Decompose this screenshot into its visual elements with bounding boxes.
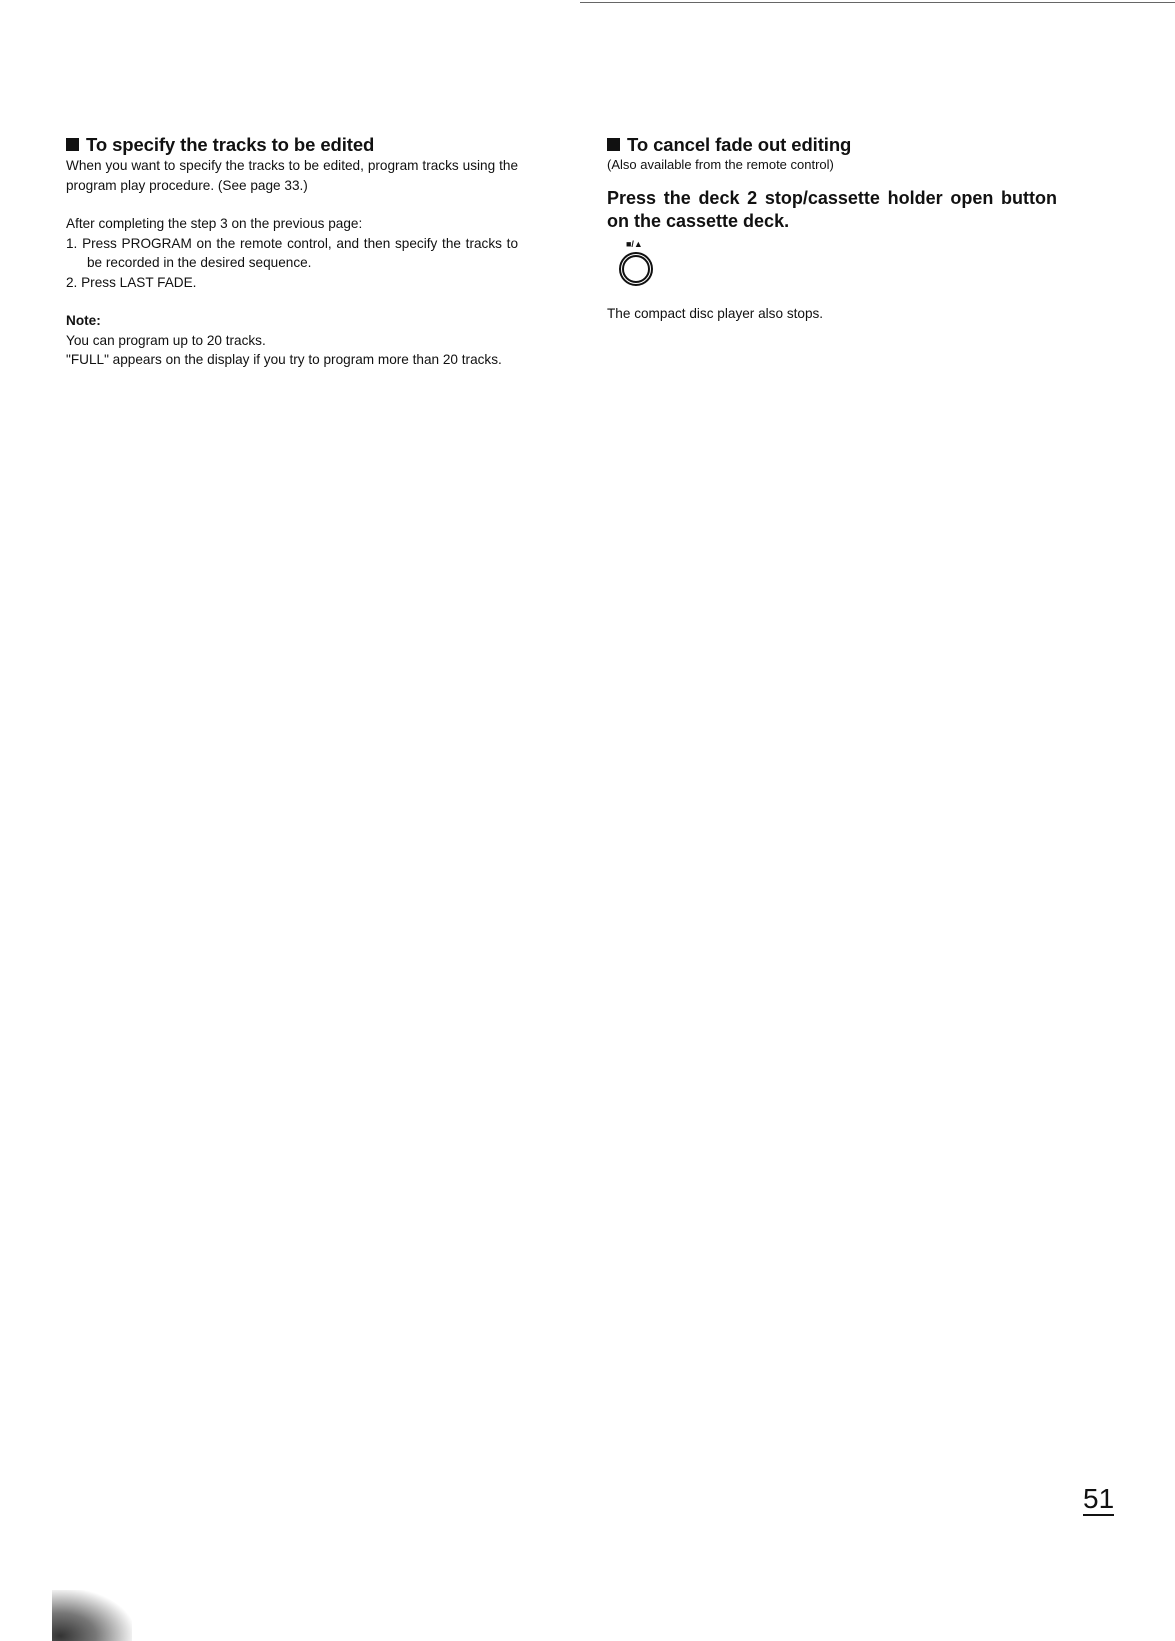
intro-text: When you want to specify the tracks to be edited, program tracks using the program play procedure. (See page 33.) — [66, 158, 518, 193]
bullet-square-icon — [66, 138, 79, 151]
scan-edge-line — [580, 2, 1175, 3]
subheading-text: (Also available from the remote control) — [607, 157, 834, 172]
right-column — [607, 134, 1057, 322]
steps-list — [66, 234, 518, 293]
left-column — [66, 134, 518, 370]
stop-eject-label: ■/▲ — [626, 239, 643, 249]
heading-text: To specify the tracks to be edited — [86, 134, 375, 155]
stop-eject-button-icon — [619, 252, 653, 286]
note-text: "FULL" appears on the display if you try to program more than 20 tracks. — [66, 352, 502, 367]
section-heading — [607, 134, 1057, 156]
bullet-square-icon — [607, 138, 620, 151]
scan-artifact — [52, 1590, 132, 1641]
step-item: 2. Press LAST FADE. — [66, 274, 197, 290]
note-text: You can program up to 20 tracks. — [66, 332, 266, 348]
result-text: The compact disc player also stops. — [607, 306, 824, 321]
step-item: 1. Press PROGRAM on the remote control, and then specify the tracks to be recorded in the desired sequence. — [66, 235, 518, 270]
instruction-text: Press the deck 2 stop/cassette holder open button on the cassette deck. — [607, 188, 1057, 231]
section-heading — [66, 134, 518, 156]
note-label: Note: — [66, 313, 101, 328]
page-number: 51 — [1083, 1483, 1115, 1514]
after-step-text: After completing the step 3 on the previous page: — [66, 216, 363, 231]
heading-text: To cancel fade out editing — [627, 134, 852, 155]
